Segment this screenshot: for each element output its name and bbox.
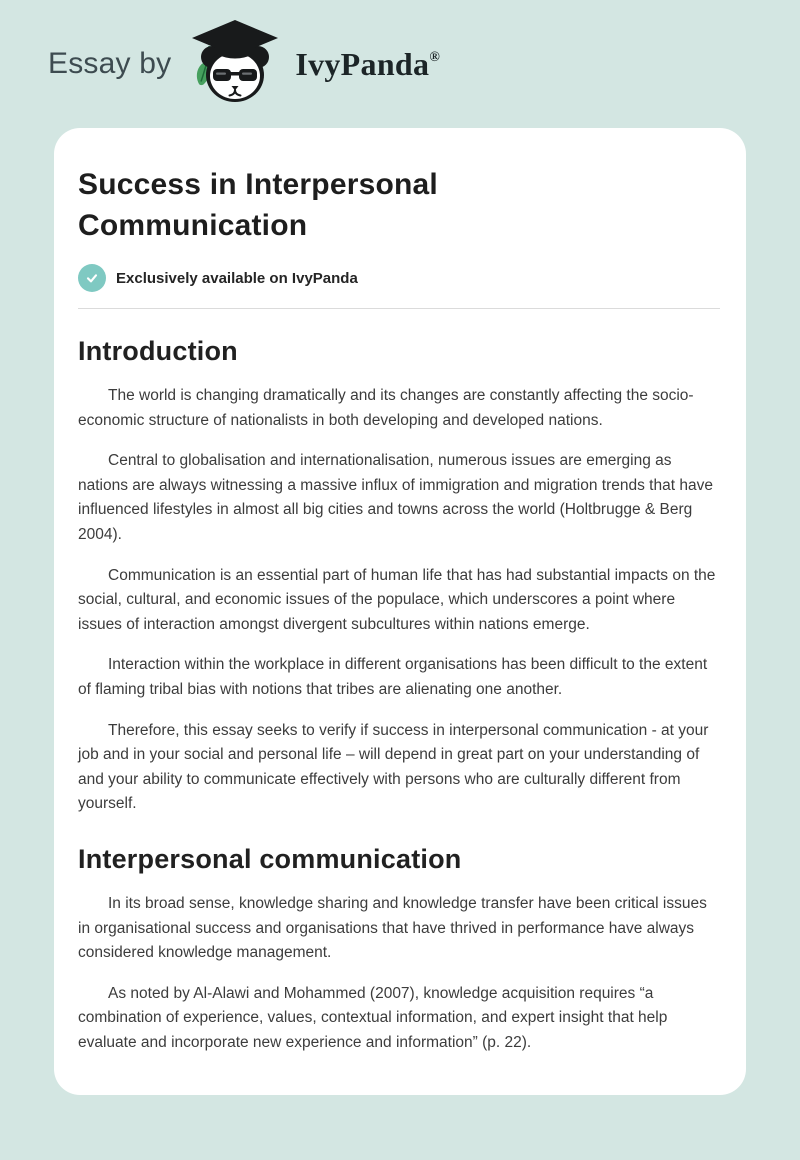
paragraph: Central to globalisation and internationalisation, numerous issues are emerging as nations are always witnessing a massive influx of immigration and migration trends that have influenced lifestyles in almost all big cities and towns across the world (Holtbrugge & Berg 2004). — [78, 452, 713, 543]
paragraph: Interaction within the workplace in different organisations has been difficult to the extent of flaming tribal bias with notions that tribes are alienating one another. — [78, 656, 708, 698]
section-introduction — [78, 334, 720, 817]
ivypanda-logo — [185, 18, 285, 111]
paragraph: Therefore, this essay seeks to verify if success in interpersonal communication - at your job and in your social and personal life – will depend in great part on your understanding of and your ability to communicate effectively with persons who are culturally different from yourself. — [78, 721, 709, 813]
exclusive-badge-label: Exclusively available on IvyPanda — [116, 269, 358, 287]
page-title: Success in Interpersonal Communication — [78, 168, 438, 242]
brand-wordmark: IvyPanda® — [295, 45, 441, 82]
section-interpersonal-communication — [78, 842, 720, 1056]
paragraph: In its broad sense, knowledge sharing and knowledge transfer have been critical issues in organisational success and organisations that have thrived in performance have always considered knowledge management. — [78, 894, 707, 962]
check-icon — [78, 264, 106, 292]
section-heading: Interpersonal communication — [78, 843, 462, 874]
divider — [78, 308, 720, 309]
paragraph: As noted by Al-Alawi and Mohammed (2007), knowledge acquisition requires “a combination of experience, values, contextual information, and expert insight that help evaluate and incorporate new experience and information” (p. 22). — [78, 984, 668, 1051]
essay-by-label: Essay by — [48, 47, 172, 80]
exclusive-badge — [78, 264, 720, 292]
paragraph: The world is changing dramatically and its changes are constantly affecting the socio-economic structure of nationalists in both developing and developed nations. — [78, 387, 694, 429]
section-heading: Introduction — [78, 336, 238, 366]
paragraph: Communication is an essential part of human life that has had substantial impacts on the social, cultural, and economic issues of the populace, which underscores a point where issues of interaction amongst divergent subcultures within nations emerge. — [78, 566, 716, 633]
essay-card — [54, 128, 746, 1095]
panda-graduate-icon — [185, 18, 285, 111]
site-header — [0, 0, 800, 128]
registered-trademark: ® — [429, 49, 441, 65]
